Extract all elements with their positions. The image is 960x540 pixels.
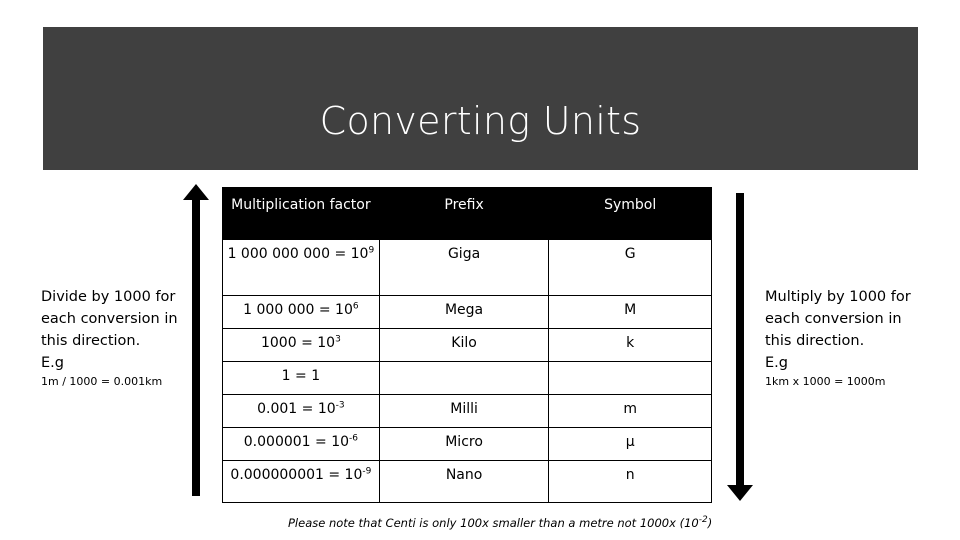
table-header-row xyxy=(223,188,712,240)
divide-note-text: Divide by 1000 for each conversion in this direction. xyxy=(41,289,178,349)
up-arrow-icon xyxy=(183,184,209,498)
title-banner xyxy=(43,27,918,170)
symbol-cell: G xyxy=(549,240,712,296)
multiply-note-text: Multiply by 1000 for each conversion in this direction. xyxy=(765,289,911,349)
header-multiplication-factor: Multiplication factor xyxy=(223,188,380,240)
symbol-cell: m xyxy=(549,395,712,428)
header-symbol: Symbol xyxy=(549,188,712,240)
multiply-note xyxy=(765,286,925,390)
symbol-cell xyxy=(549,362,712,395)
prefix-cell: Giga xyxy=(379,240,549,296)
table-row xyxy=(223,395,712,428)
page-title: Converting Units xyxy=(319,99,642,143)
table-row xyxy=(223,240,712,296)
symbol-cell: n xyxy=(549,461,712,503)
centi-footnote: Please note that Centi is only 100x smaller than a metre not 1000x $(10^{-2})$ xyxy=(288,515,713,530)
symbol-cell: μ xyxy=(549,428,712,461)
prefix-cell: Micro xyxy=(379,428,549,461)
factor-cell: 1 = 1 xyxy=(223,362,380,395)
multiply-note-eg: E.g xyxy=(765,355,788,371)
divide-note xyxy=(41,286,181,390)
table-row xyxy=(223,296,712,329)
prefix-cell xyxy=(379,362,549,395)
prefix-cell: Kilo xyxy=(379,329,549,362)
header-prefix: Prefix xyxy=(379,188,549,240)
prefix-cell: Mega xyxy=(379,296,549,329)
factor-cell: $0.000001 = 10^{-6}$ xyxy=(223,428,380,461)
table-row xyxy=(223,428,712,461)
down-arrow-icon xyxy=(727,193,753,501)
units-table xyxy=(222,187,712,503)
factor-cell: 1 000 000 $000 = 10^9$ xyxy=(223,240,380,296)
prefix-cell: Nano xyxy=(379,461,549,503)
divide-note-example: 1m / 1000 = 0.001km xyxy=(41,375,163,388)
table-row xyxy=(223,362,712,395)
factor-cell: $0.001 = 10^{-3}$ xyxy=(223,395,380,428)
prefix-cell: Milli xyxy=(379,395,549,428)
table-row xyxy=(223,461,712,503)
factor-cell: $0.000000001 = 10^{-9}$ xyxy=(223,461,380,503)
divide-note-eg: E.g xyxy=(41,355,64,371)
table-row xyxy=(223,329,712,362)
factor-cell: $1000 = 10^3$ xyxy=(223,329,380,362)
factor-cell: 1 000 $000 = 10^6$ xyxy=(223,296,380,329)
symbol-cell: M xyxy=(549,296,712,329)
symbol-cell: k xyxy=(549,329,712,362)
multiply-note-example: 1km x 1000 = 1000m xyxy=(765,375,886,388)
